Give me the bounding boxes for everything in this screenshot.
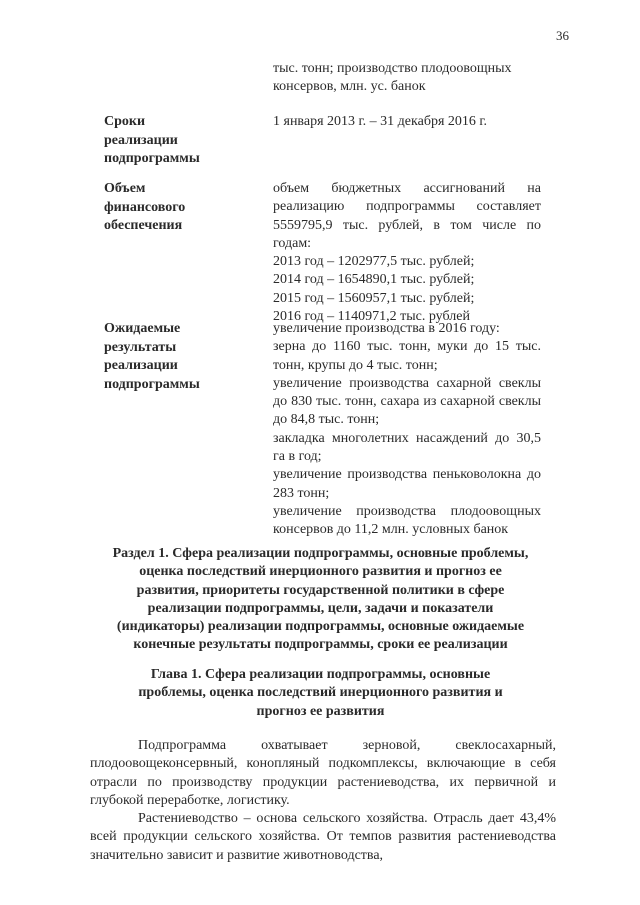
chapter-heading: Глава 1. Сфера реализации подпрограммы, основные проблемы, оценка последствий инерционного развития и прогноз ее развития xyxy=(138,667,503,719)
funding-year: 2016 год – 1140971,2 тыс. рублей xyxy=(273,309,470,325)
terms-value: 1 января 2013 г. – 31 декабря 2016 г. xyxy=(273,114,488,129)
paragraph: Растениеводство – основа сельского хозяйства. Отрасль дает 43,4% всей продукции сельского хозяйства. От темпов развития растениеводства значительно зависит и развитие животноводства, xyxy=(90,811,556,863)
funding-year: 2013 год – 1202977,5 тыс. рублей; xyxy=(273,254,475,270)
body-text xyxy=(90,737,556,865)
results-value xyxy=(273,320,541,540)
section-heading: Раздел 1. Сфера реализации подпрограммы, основные проблемы, оценка последствий инерционного развития и прогноз ее развития, приоритеты государственной политики в сфере реализации подпрограммы, цели, задачи и показатели (индикаторы) реализации подпрограммы, основные ожидаемые конечные результаты подпрограммы, сроки ее реализации xyxy=(112,546,529,653)
terms-label: Сроки реализации подпрограммы xyxy=(104,114,200,166)
continuation-line: тыс. тонн; производство плодоовощных xyxy=(273,61,512,76)
result-item: закладка многолетних насаждений до 30,5 га в год; xyxy=(273,430,541,465)
result-item: увеличение производства сахарной свеклы до 830 тыс. тонн, сахара из сахарной свеклы до 84,8 тыс. тонн; xyxy=(273,375,541,428)
page-number: 36 xyxy=(556,28,569,43)
funding-intro: объем бюджетных ассигнований на реализацию подпрограммы составляет 5559795,9 тыс. рублей, в том числе по годам: xyxy=(273,181,541,251)
results-label: Ожидаемые результаты реализации подпрограммы xyxy=(104,321,200,392)
funding-year: 2014 год – 1654890,1 тыс. рублей; xyxy=(273,272,475,288)
paragraph: Подпрограмма охватывает зерновой, свеклосахарный, плодоовощеконсервный, конопляный подкомплексы, включающие в себя отрасли по производству продукции растениеводства, их первичной и глубокой переработке, логистику. xyxy=(90,738,556,808)
result-item: увеличение производства пеньковолокна до 283 тонн; xyxy=(273,467,541,501)
funding-value xyxy=(273,180,541,326)
result-item: увеличение производства плодоовощных консервов до 11,2 млн. условных банок xyxy=(273,503,541,538)
funding-year: 2015 год – 1560957,1 тыс. рублей; xyxy=(273,290,475,306)
continuation-line: консервов, млн. ус. банок xyxy=(273,79,426,95)
result-item: увеличение производства в 2016 году: xyxy=(273,321,500,336)
result-item: зерна до 1160 тыс. тонн, муки до 15 тыс. тонн, крупы до 4 тыс. тонн; xyxy=(273,339,541,373)
funding-label: Объем финансового обеспечения xyxy=(104,181,186,233)
passport-continuation xyxy=(273,60,541,97)
